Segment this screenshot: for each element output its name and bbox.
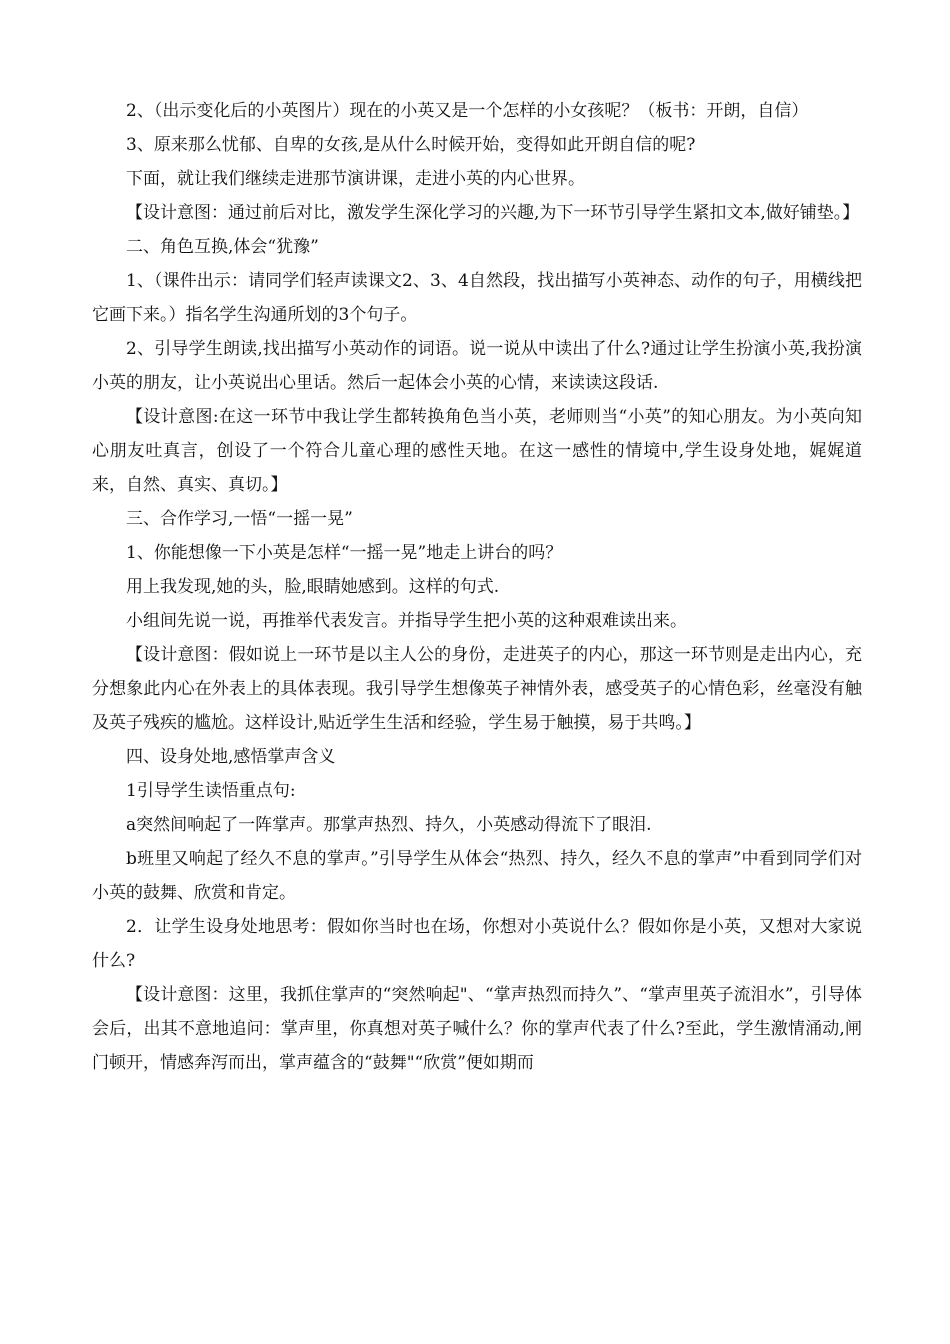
paragraph: 【设计意图：这里，我抓住掌声的“突然响起"、“掌声热烈而持久”、“掌声里英子流泪水”，引导体会后，出其不意地追问：掌声里，你真想对英子喊什么？你的掌声代表了什么?至此，学生激情涌动,闸门顿开，情感奔泻而出，掌声蕴含的“鼓舞"“欣赏”便如期而 bbox=[92, 985, 862, 1073]
paragraph: 2、引导学生朗读,找出描写小英动作的词语。说一说从中读出了什么?通过让学生扮演小英,我扮演小英的朋友，让小英说出心里话。然后一起体会小英的心情，来读读这段话. bbox=[92, 339, 862, 393]
paragraph: 1引导学生读悟重点句: bbox=[126, 781, 296, 801]
paragraph: 1、（课件出示：请同学们轻声读课文2、3、4自然段，找出描写小英神态、动作的句子，用横线把它画下来。）指名学生沟通所划的3个句子。 bbox=[92, 271, 862, 325]
paragraph: 【设计意图：通过前后对比，激发学生深化学习的兴趣,为下一环节引导学生紧扣文本,做好铺垫。】 bbox=[126, 203, 860, 223]
section-heading: 二、角色互换,体会“犹豫” bbox=[126, 237, 319, 257]
paragraph: 1、你能想像一下小英是怎样“一摇一晃”地走上讲台的吗？ bbox=[126, 543, 563, 563]
paragraph: 【设计意图:在这一环节中我让学生都转换角色当小英，老师则当“小英”的知心朋友。为小英向知心朋友吐真言，创设了一个符合儿童心理的感性天地。在这一感性的情境中,学生设身处地，娓娓道来，自然、真实、真切。】 bbox=[92, 407, 862, 495]
document-body bbox=[92, 94, 862, 1080]
section-heading: 三、合作学习,一悟“一摇一晃” bbox=[126, 509, 353, 529]
paragraph: 小组间先说一说，再推举代表发言。并指导学生把小英的这种艰难读出来。 bbox=[126, 611, 687, 631]
paragraph: 3、原来那么忧郁、自卑的女孩,是从什么时候开始，变得如此开朗自信的呢? bbox=[126, 135, 696, 155]
paragraph: a突然间响起了一阵掌声。那掌声热烈、持久，小英感动得流下了眼泪. bbox=[126, 815, 652, 835]
paragraph: 用上我发现,她的头，脸,眼睛她感到。这样的句式. bbox=[126, 577, 500, 597]
paragraph: 【设计意图：假如说上一环节是以主人公的身份，走进英子的内心，那这一环节则是走出内心，充分想象此内心在外表上的具体表现。我引导学生想像英子神情外表，感受英子的心情色彩，丝毫没有触及英子残疾的尴尬。这样设计,贴近学生生活和经验，学生易于触摸，易于共鸣。】 bbox=[92, 645, 862, 733]
paragraph: 2．让学生设身处地思考：假如你当时也在场，你想对小英说什么？假如你是小英，又想对大家说什么? bbox=[92, 917, 862, 971]
paragraph: 下面，就让我们继续走进那节演讲课，走进小英的内心世界。 bbox=[126, 169, 585, 189]
section-heading: 四、设身处地,感悟掌声含义 bbox=[126, 747, 336, 767]
paragraph: 2、（出示变化后的小英图片）现在的小英又是一个怎样的小女孩呢？（板书：开朗，自信） bbox=[126, 101, 809, 121]
paragraph: b班里又响起了经久不息的掌声。”引导学生从体会“热烈、持久，经久不息的掌声”中看到同学们对小英的鼓舞、欣赏和肯定。 bbox=[92, 849, 862, 903]
